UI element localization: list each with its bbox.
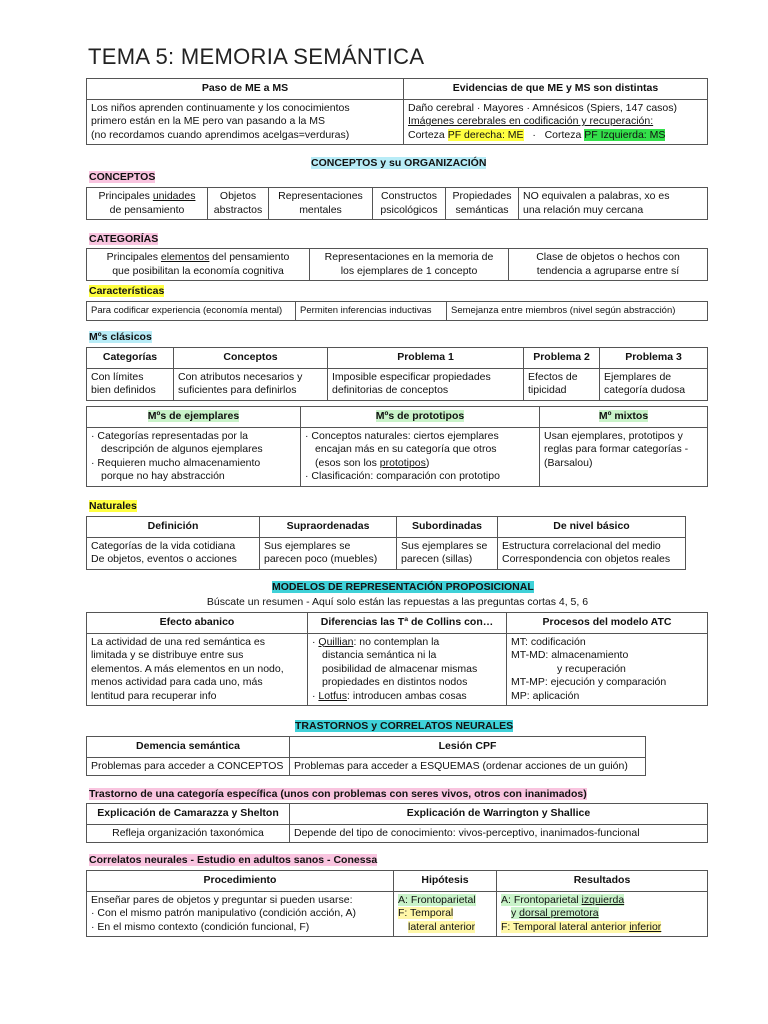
text-line: Constructos — [380, 190, 438, 202]
modelos-header-2 — [301, 407, 540, 428]
clasicos-header-2: Conceptos — [174, 348, 328, 369]
text-line: Sus ejemplares se — [264, 539, 351, 552]
naturales-table — [86, 516, 686, 570]
text-line: parecen (sillas) — [401, 553, 473, 565]
text-line: · En el mismo contexto (condición funcional, F) — [91, 920, 310, 933]
naturales-header-3: Subordinadas — [397, 517, 498, 538]
conceptos-cell-2 — [208, 188, 269, 220]
clasicos-cell-3 — [328, 368, 524, 400]
correlatos-header-3: Resultados — [497, 871, 708, 892]
correlatos-hipotesis-cell — [394, 891, 497, 937]
prop-atc-cell — [507, 633, 708, 706]
text-line: lentitud para recuperar info — [91, 689, 217, 702]
naturales-header-1: Definición — [87, 517, 260, 538]
trastornos-cell-1: Problemas para acceder a CONCEPTOS — [87, 757, 290, 776]
naturales-cell-2 — [260, 537, 397, 569]
text-line: definitorias de conceptos — [332, 384, 449, 396]
text-span: F: Temporal lateral anterior — [501, 920, 630, 933]
text-span: (esos son los — [315, 456, 380, 469]
text-line: mentales — [299, 203, 342, 216]
text-line: bien definidos — [91, 384, 156, 396]
text-line: menos actividad para cada uno, más — [91, 676, 263, 688]
categorias-cell-2 — [310, 249, 509, 281]
highlight-a — [511, 907, 599, 919]
text-line: Daño cerebral · Mayores · Amnésicos (Spiers, 147 casos) — [408, 101, 678, 114]
text-span: Lotfus — [318, 689, 348, 702]
modelos-ejemplares-cell — [87, 427, 301, 486]
text-line: psicológicos — [380, 203, 438, 216]
section-proposicional — [272, 581, 534, 593]
clasicos-cell-2 — [174, 368, 328, 400]
section-clasicos — [89, 331, 152, 343]
clasicos-header-1: Categorías — [87, 348, 174, 369]
text-line: MT-MP: ejecución y comparación — [511, 676, 667, 688]
clasicos-header-3: Problema 1 — [328, 348, 524, 369]
correlatos-header-2: Hipótesis — [394, 871, 497, 892]
naturales-header-4: De nivel básico — [498, 517, 686, 538]
clasicos-cell-5 — [600, 368, 708, 400]
caract-cell-2: Permiten inferencias inductivas — [296, 302, 447, 321]
prop-header-2: Diferencias las Tª de Collins con… — [308, 613, 507, 634]
text-line: porque no hay abstracción — [101, 470, 225, 482]
text-line — [91, 190, 203, 204]
text-line: MT: codificación — [511, 635, 586, 648]
text-span: prototipos — [379, 456, 426, 469]
text-line: descripción de algunos ejemplares — [101, 443, 263, 455]
clasicos-header-4: Problema 2 — [524, 348, 600, 369]
especifica-header-2: Explicación de Warrington y Shallice — [290, 804, 708, 825]
text-line: Representaciones — [278, 190, 363, 202]
section-label: TRASTORNOS y CORRELATOS NEURALES — [295, 720, 514, 732]
text-line: parecen poco (muebles) — [264, 553, 378, 565]
text-line: una relación muy cercana — [523, 203, 644, 216]
text-line: Clase de objetos o hechos con — [536, 251, 680, 263]
conceptos-cell-6 — [519, 188, 708, 220]
section-label: Naturales — [89, 500, 137, 512]
text-span: elementos — [160, 251, 210, 263]
text-line: elementos. A más elementos en un nodo, — [91, 662, 284, 675]
text-span: Quillian — [318, 635, 354, 648]
text-line: de pensamiento — [109, 203, 185, 216]
section-correlatos — [89, 854, 377, 866]
naturales-header-2: Supraordenadas — [260, 517, 397, 538]
text-line: Propiedades — [452, 190, 512, 202]
section-label: Características — [89, 285, 165, 297]
caract-cell-3: Semejanza entre miembros (nivel según abstracción) — [447, 302, 708, 321]
trastornos-table — [86, 736, 646, 776]
highlight-pf-derecha: PF derecha: ME — [447, 128, 524, 141]
categorias-cell-3 — [509, 249, 708, 281]
text-line: Efectos de — [528, 370, 578, 383]
me-ms-header-2: Evidencias de que ME y MS son distintas — [404, 79, 708, 100]
text-span: · — [312, 635, 319, 648]
section-trastornos — [295, 720, 513, 732]
text-line: Los niños aprenden continuamente y los conocimientos — [91, 101, 350, 114]
conceptos-cell-3 — [269, 188, 373, 220]
text-line: Objetos — [219, 190, 257, 202]
text-span: unidades — [152, 190, 196, 202]
text-line: Usan ejemplares, prototipos y — [544, 429, 683, 442]
text-line: categoría dudosa — [604, 384, 686, 396]
text-line: Estructura correlacional del medio — [502, 539, 661, 552]
correlatos-header-1: Procedimiento — [87, 871, 394, 892]
clasicos-cell-4 — [524, 368, 600, 400]
text-line: posibilidad de almacenar mismas — [322, 662, 478, 675]
text-line: · Conceptos naturales: ciertos ejemplares — [305, 429, 499, 442]
naturales-cell-1 — [87, 537, 260, 569]
text-line: distancia semántica ni la — [322, 649, 437, 661]
text-line: · Clasificación: comparación con prototipo — [305, 470, 500, 482]
section-conceptos-org — [311, 157, 486, 169]
trastornos-cell-2: Problemas para acceder a ESQUEMAS (ordenar acciones de un guión) — [290, 757, 646, 776]
proposicional-table — [86, 612, 708, 706]
text-line: Categorías de la vida cotidiana — [91, 539, 236, 552]
text-line: reglas para formar categorías - — [544, 443, 689, 455]
text-span: A: Frontoparietal — [501, 893, 582, 906]
header-label: Mºs de ejemplares — [147, 410, 240, 422]
text-line: · Categorías representadas por la — [91, 429, 249, 442]
text-line — [398, 894, 492, 908]
text-line: Con atributos necesarios y — [178, 370, 303, 383]
prop-abanico-cell — [87, 633, 308, 706]
text-line — [501, 921, 703, 935]
text-line: encajan más en su categoría que otros — [315, 443, 497, 455]
section-label: CONCEPTOS — [89, 171, 156, 183]
highlight-f — [501, 921, 661, 933]
text-line — [312, 690, 502, 704]
text-span: inferior — [629, 920, 662, 933]
header-label: Mºs de prototipos — [375, 410, 465, 422]
text-line — [398, 921, 492, 935]
text-span: Principales — [98, 190, 153, 202]
text-line: Sus ejemplares se — [401, 539, 488, 552]
trastornos-header-2: Lesión CPF — [290, 737, 646, 758]
text-line: MT-MD: almacenamiento — [511, 649, 629, 661]
correlatos-table — [86, 870, 708, 937]
highlight-a — [501, 894, 624, 906]
page-title: TEMA 5: MEMORIA SEMÁNTICA — [88, 44, 425, 69]
text-line: los ejemplares de 1 concepto — [340, 264, 478, 277]
section-label: CATEGORÍAS — [89, 233, 159, 245]
clasicos-table — [86, 347, 708, 401]
conceptos-table — [86, 187, 708, 220]
section-label: CONCEPTOS y su ORGANIZACIÓN — [311, 157, 487, 169]
text-line — [408, 129, 703, 143]
section-conceptos — [89, 171, 155, 183]
me-ms-cell-2 — [404, 99, 708, 145]
modelos-table — [86, 406, 708, 487]
modelos-header-3 — [540, 407, 708, 428]
correlatos-procedimiento-cell — [87, 891, 394, 937]
text-span: : no contemplan la — [353, 635, 440, 648]
text-line: · Con el mismo patrón manipulativo (condición acción, A) — [91, 907, 356, 919]
text-line: primero están en la ME pero van pasando a la MS — [91, 115, 326, 127]
section-label: Trastorno de una categoría específica (unos con problemas con seres vivos, otros con inanimados) — [89, 788, 587, 800]
conceptos-cell-5 — [446, 188, 519, 220]
text-line: propiedades en distintos nodos — [322, 676, 468, 688]
especifica-table — [86, 803, 708, 843]
section-naturales — [89, 500, 137, 512]
modelos-prototipos-cell — [301, 427, 540, 486]
text-line: Imposible especificar propiedades — [332, 370, 491, 383]
me-ms-cell-1 — [87, 99, 404, 145]
text-line: que posibilitan la economía cognitiva — [112, 264, 284, 277]
text-line: MP: aplicación — [511, 689, 580, 702]
conceptos-cell-1 — [87, 188, 208, 220]
clasicos-header-5: Problema 3 — [600, 348, 708, 369]
proposicional-subtitle: Búscate un resumen - Aquí solo están las repuestas a las preguntas cortas 4, 5, 6 — [206, 596, 589, 608]
conceptos-cell-4 — [373, 188, 446, 220]
text-line: De objetos, eventos o acciones — [91, 553, 237, 565]
text-line: Imágenes cerebrales en codificación y recuperación: — [408, 115, 654, 127]
highlight-pf-izquierda: PF Izquierda: MS — [584, 128, 666, 141]
prop-header-1: Efecto abanico — [87, 613, 308, 634]
text-line: Enseñar pares de objetos y preguntar si pueden usarse: — [91, 893, 353, 906]
text-span: Principales — [106, 251, 161, 263]
text-span: izquierda — [581, 893, 625, 906]
categorias-table — [86, 248, 708, 281]
text-span: · Corteza — [523, 128, 585, 141]
prop-collins-cell — [308, 633, 507, 706]
text-line: Representaciones en la memoria de — [324, 251, 494, 263]
highlight-a: A: Frontoparietal — [398, 893, 476, 906]
text-line: abstractos — [213, 203, 263, 216]
trastornos-header-1: Demencia semántica — [87, 737, 290, 758]
section-especifica — [89, 788, 587, 800]
text-line: (Barsalou) — [544, 456, 593, 469]
text-line — [398, 907, 492, 921]
me-ms-table — [86, 78, 708, 145]
highlight-f: F: Temporal — [398, 907, 454, 919]
text-line: limitada y se distribuye entre sus — [91, 649, 244, 661]
especifica-cell-1: Refleja organización taxonómica — [87, 824, 290, 843]
text-span: · — [312, 689, 319, 702]
text-span: Corteza — [408, 128, 448, 141]
section-label: MODELOS DE REPRESENTACIÓN PROPOSICIONAL — [272, 581, 534, 593]
text-line: semánticas — [455, 203, 509, 216]
correlatos-resultados-cell — [497, 891, 708, 937]
text-span: del pensamiento — [209, 251, 290, 263]
text-line: Correspondencia con objetos reales — [502, 553, 671, 565]
section-label: Correlatos neurales - Estudio en adultos sanos - Conessa — [89, 854, 378, 866]
section-label: Mºs clásicos — [89, 331, 152, 343]
text-line: Ejemplares de — [604, 370, 672, 383]
text-line: (no recordamos cuando aprendimos acelgas=verduras) — [91, 128, 350, 141]
text-span: ) — [425, 456, 430, 469]
caract-cell-1: Para codificar experiencia (economía mental) — [87, 302, 296, 321]
especifica-header-1: Explicación de Camarazza y Shelton — [87, 804, 290, 825]
text-line: y recuperación — [557, 662, 626, 675]
caracteristicas-table — [86, 301, 708, 321]
text-line: · Requieren mucho almacenamiento — [91, 456, 261, 469]
especifica-cell-2: Depende del tipo de conocimiento: vivos-perceptivo, inanimados-funcional — [290, 824, 708, 843]
text-span: dorsal premotora — [519, 907, 599, 919]
text-line — [305, 457, 535, 471]
text-line: tendencia a agruparse entre sí — [536, 264, 680, 277]
modelos-header-1 — [87, 407, 301, 428]
text-line — [501, 894, 703, 908]
categorias-cell-1 — [87, 249, 310, 281]
text-line: La actividad de una red semántica es — [91, 635, 265, 648]
text-line — [501, 907, 703, 921]
text-line — [91, 251, 305, 265]
section-caracteristicas — [89, 285, 164, 297]
text-span: y — [511, 907, 520, 919]
modelos-mixtos-cell — [540, 427, 708, 486]
naturales-cell-4 — [498, 537, 686, 569]
clasicos-cell-1 — [87, 368, 174, 400]
text-line: Con límites — [91, 370, 144, 383]
me-ms-header-1: Paso de ME a MS — [87, 79, 404, 100]
prop-header-3: Procesos del modelo ATC — [507, 613, 708, 634]
text-line: tipicidad — [528, 384, 567, 396]
text-line: NO equivalen a palabras, xo es — [523, 190, 670, 202]
text-span: : introducen ambas cosas — [347, 689, 467, 702]
header-label: Mº mixtos — [598, 410, 649, 422]
text-line — [312, 636, 502, 650]
text-line: suficientes para definirlos — [178, 384, 297, 396]
section-categorias — [89, 233, 158, 245]
highlight-f: lateral anterior — [408, 920, 476, 933]
naturales-cell-3 — [397, 537, 498, 569]
